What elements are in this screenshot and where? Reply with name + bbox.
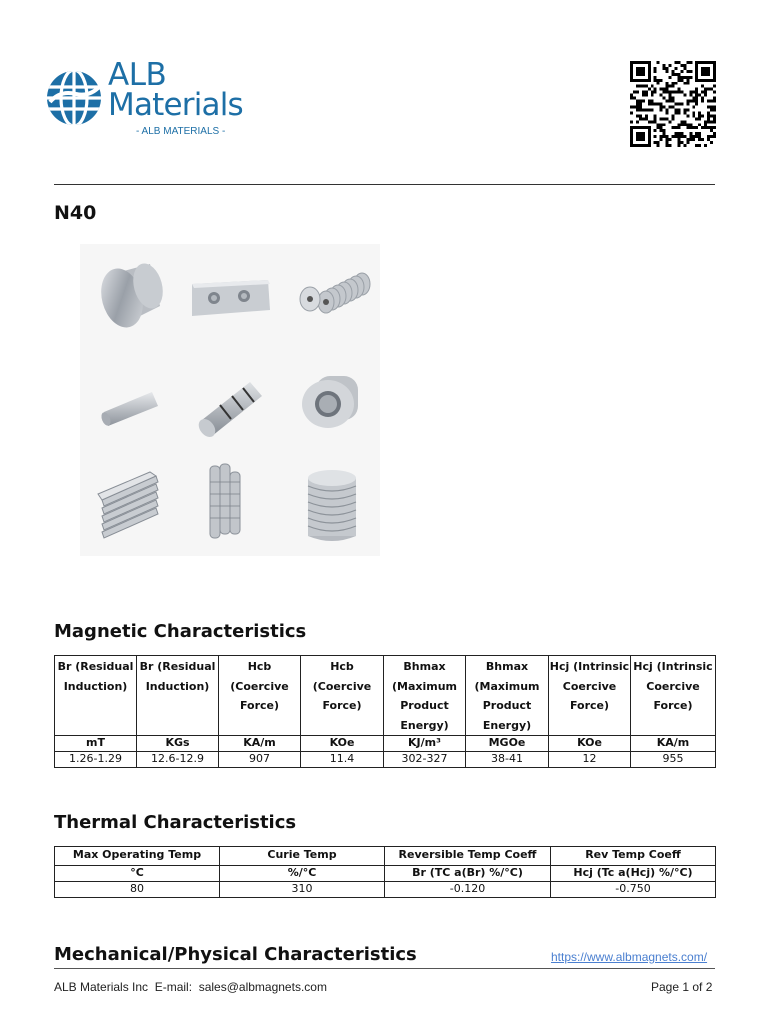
header-cell: Reversible Temp Coeff [385,847,551,866]
value-cell: 310 [220,882,385,898]
header-cell: Max Operating Temp [55,847,220,866]
disc-magnet-image [80,244,180,348]
unit-cell: Br (TC a(Br) %/°C) [385,866,551,882]
unit-cell: KJ/m³ [384,736,466,752]
header-cell: Hcj (Intrinsic Coercive Force) [549,656,631,736]
header-divider [54,184,715,185]
footer-contact: ALB Materials Inc E-mail: sales@albmagnets.com [54,980,327,994]
company-logo [46,57,276,140]
value-cell: 12.6-12.9 [137,752,219,768]
magnetic-section-title: Magnetic Characteristics [54,621,307,642]
unit-cell: Hcj (Tc a(Hcj) %/°C) [551,866,716,882]
block-magnet-image [180,244,280,348]
value-cell: 80 [55,882,220,898]
thermal-section-title: Thermal Characteristics [54,812,297,833]
value-cell: 11.4 [301,752,384,768]
cylinder-magnet-image [80,348,180,452]
unit-cell: mT [55,736,137,752]
header-cell: Rev Temp Coeff [551,847,716,866]
unit-cell: MGOe [466,736,549,752]
table-header-row [55,847,716,866]
website-link[interactable]: https://www.albmagnets.com/ [551,950,708,964]
table-header-row [55,656,716,736]
qr-code [630,60,716,148]
value-cell: -0.120 [385,882,551,898]
header-cell: Hcb (Coercive Force) [301,656,384,736]
value-cell: 302-327 [384,752,466,768]
cylinder-stack-image [180,348,280,452]
large-disc-stack-image [280,452,380,556]
ring-magnet-image [280,348,380,452]
unit-cell: KA/m [219,736,301,752]
value-cell: 38-41 [466,752,549,768]
logo-text-materials: Materials [108,87,243,123]
page-number: Page 1 of 2 [651,980,713,994]
unit-cell: KOe [301,736,384,752]
table-units-row [55,736,716,752]
unit-cell: KA/m [631,736,716,752]
unit-cell: KGs [137,736,219,752]
table-units-row [55,866,716,882]
unit-cell: KOe [549,736,631,752]
block-stack-image [80,452,180,556]
header-cell: Bhmax (Maximum Product Energy) [466,656,549,736]
header-cell: Hcb (Coercive Force) [219,656,301,736]
small-disc-stack-image [180,452,280,556]
header-cell: Br (Residual Induction) [55,656,137,736]
ring-stack-image [280,244,380,348]
unit-cell: °C [55,866,220,882]
value-cell: 907 [219,752,301,768]
value-cell: -0.750 [551,882,716,898]
logo-tagline: - ALB MATERIALS - [136,126,226,137]
product-image-grid [80,244,380,556]
globe-icon [46,68,102,128]
mechanical-section-title: Mechanical/Physical Characteristics [54,944,417,965]
value-cell: 1.26-1.29 [55,752,137,768]
table-row [55,882,716,898]
thermal-table [54,846,716,898]
header-cell: Bhmax (Maximum Product Energy) [384,656,466,736]
magnetic-table [54,655,716,768]
footer-divider [54,968,715,969]
value-cell: 955 [631,752,716,768]
value-cell: 12 [549,752,631,768]
header-cell: Curie Temp [220,847,385,866]
header-cell: Br (Residual Induction) [137,656,219,736]
logo-text-alb: ALB [108,57,167,93]
product-title: N40 [54,202,97,224]
unit-cell: %/°C [220,866,385,882]
table-row [55,752,716,768]
header-cell: Hcj (Intrinsic Coercive Force) [631,656,716,736]
